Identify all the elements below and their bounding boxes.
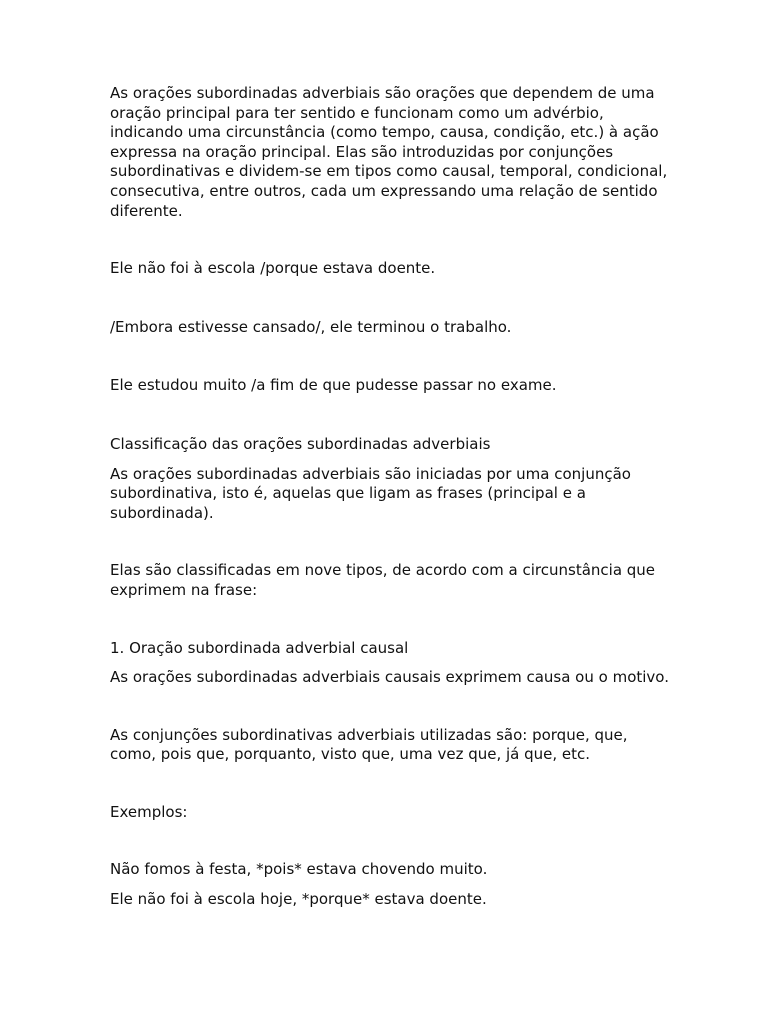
causal-heading: 1. Oração subordinada adverbial causal — [110, 638, 409, 657]
intro-paragraph: As orações subordinadas adverbiais são orações que dependem de uma oração principal para ter sentido e funcionam como um advérbio, indicando uma circunstância (como tempo, causa, condição, etc.) à ação expressa na oração principal. Elas são introduzidas por conjunções subordinativas e dividem-se em tipos como causal, temporal, condicional, consecutiva, entre outros, cada um expressando uma relação de sentido diferente. — [110, 84, 668, 220]
types-paragraph: Elas são classificadas em nove tipos, de acordo com a circunstância que exprimem na frase: — [110, 561, 656, 599]
causal-paragraph: As orações subordinadas adverbiais causais exprimem causa ou o motivo. — [110, 668, 669, 687]
document-page — [110, 84, 670, 910]
example-sentence-1: Ele não foi à escola /porque estava doente. — [110, 259, 436, 278]
conjunctions-paragraph: As conjunções subordinativas adverbiais utilizadas são: porque, que, como, pois que, porquanto, visto que, uma vez que, já que, etc. — [110, 725, 628, 764]
causal-example-1: Não fomos à festa, *pois* estava chovendo muito. — [110, 860, 488, 879]
examples-label: Exemplos: — [110, 802, 188, 821]
classification-paragraph: As orações subordinadas adverbiais são iniciadas por uma conjunção subordinativa, isto é, aquelas que ligam as frases (principal e a subordinada). — [110, 464, 631, 522]
causal-example-2: Ele não foi à escola hoje, *porque* estava doente. — [110, 890, 487, 909]
classification-heading: Classificação das orações subordinadas adverbiais — [110, 434, 491, 453]
example-sentence-2: /Embora estivesse cansado/, ele terminou o trabalho. — [110, 317, 512, 336]
example-sentence-3: Ele estudou muito /a fim de que pudesse passar no exame. — [110, 376, 557, 395]
